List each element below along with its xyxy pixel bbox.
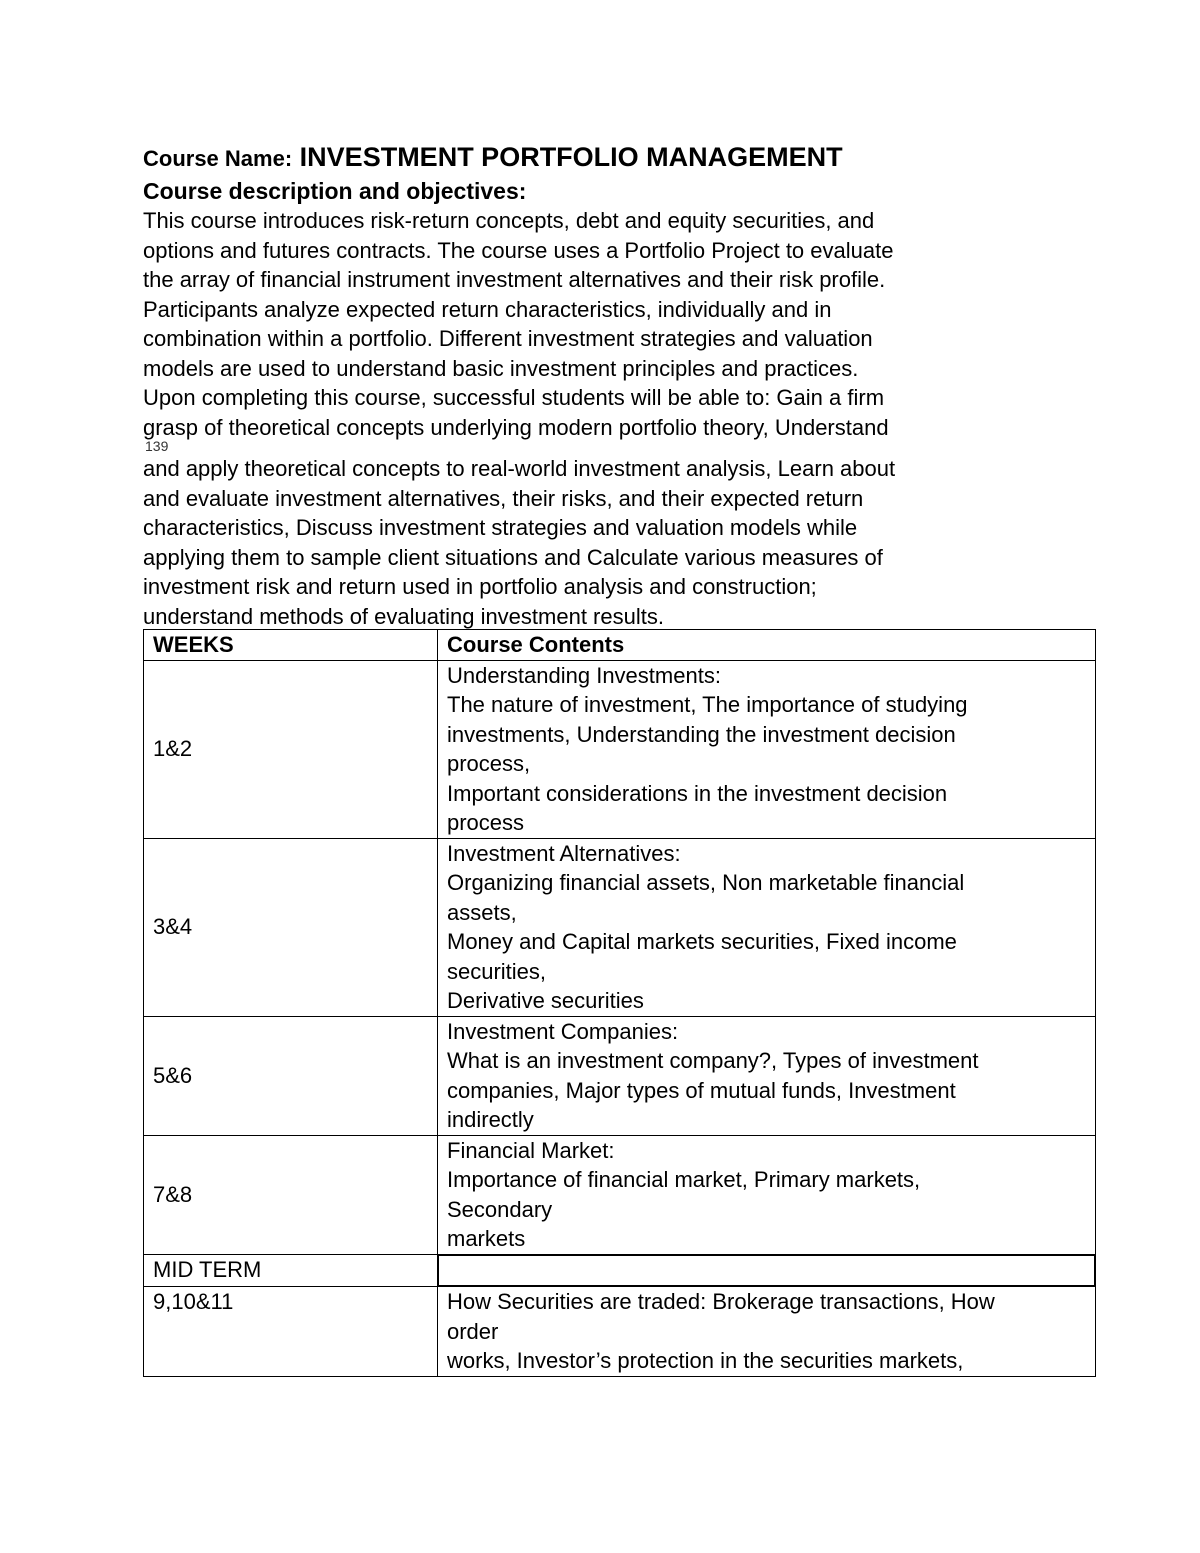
description-line: investment risk and return used in portfolio analysis and construction; <box>143 574 817 599</box>
description-line: combination within a portfolio. Different investment strategies and valuation <box>143 326 873 351</box>
contents-line: securities, <box>447 958 547 984</box>
contents-line: process, <box>447 751 531 776</box>
weeks-header: WEEKS <box>144 630 438 661</box>
description-line: characteristics, Discuss investment strategies and valuation models while <box>143 515 858 540</box>
contents-line: Organizing financial assets, Non marketable financial <box>447 870 965 895</box>
weeks-cell: 7&8 <box>144 1135 438 1255</box>
description-line: and evaluate investment alternatives, their risks, and their expected return <box>143 485 864 511</box>
description-paragraph <box>143 206 1096 631</box>
contents-line: The nature of investment, The importance of studying <box>447 692 968 717</box>
description-heading: Course description and objectives: <box>143 178 527 204</box>
contents-line: Important considerations in the investment decision <box>447 780 948 806</box>
table-row <box>144 1255 1096 1287</box>
contents-line: Importance of financial market, Primary markets, <box>447 1167 921 1192</box>
description-line: Participants analyze expected return characteristics, individually and in <box>143 296 832 322</box>
page-number: 139 <box>145 438 169 454</box>
contents-cell <box>438 660 1096 838</box>
contents-cell-empty <box>438 1255 1096 1287</box>
description-line: options and futures contracts. The course uses a Portfolio Project to evaluate <box>143 237 894 263</box>
description-line: models are used to understand basic investment principles and practices. <box>143 355 859 381</box>
contents-line: order <box>447 1318 499 1344</box>
course-title <box>143 140 1096 176</box>
description-line: Upon completing this course, successful students will be able to: Gain a firm <box>143 385 885 410</box>
description-line: applying them to sample client situations and Calculate various measures of <box>143 544 883 570</box>
table-row <box>144 838 1096 1016</box>
course-contents-table <box>143 629 1096 1377</box>
description-line: This course introduces risk-return concepts, debt and equity securities, and <box>143 208 875 233</box>
contents-line: How Securities are traded: Brokerage transactions, How <box>447 1289 995 1314</box>
table-header-row <box>144 630 1096 661</box>
contents-line: investments, Understanding the investment decision <box>447 721 956 747</box>
weeks-cell: 1&2 <box>144 660 438 838</box>
weeks-cell: 9,10&11 <box>144 1286 438 1376</box>
course-name-label: Course Name: <box>143 146 293 171</box>
description-line: and apply theoretical concepts to real-world investment analysis, Learn about <box>143 456 896 481</box>
contents-line: Financial Market: <box>447 1137 615 1163</box>
table-row <box>144 1016 1096 1135</box>
contents-line: What is an investment company?, Types of investment <box>447 1048 979 1073</box>
contents-cell <box>438 838 1096 1016</box>
contents-line: Investment Alternatives: <box>447 840 681 866</box>
contents-line: companies, Major types of mutual funds, Investment <box>447 1077 956 1103</box>
description-line: the array of financial instrument investment alternatives and their risk profile. <box>143 267 886 292</box>
weeks-cell: MID TERM <box>144 1255 438 1287</box>
description-line: understand methods of evaluating investment results. <box>143 603 664 629</box>
table-row <box>144 1286 1096 1376</box>
contents-line: assets, <box>447 899 517 925</box>
contents-cell <box>438 1135 1096 1255</box>
contents-line: Investment Companies: <box>447 1018 679 1044</box>
description-line: grasp of theoretical concepts underlying modern portfolio theory, Understand <box>143 414 889 440</box>
contents-line: Secondary <box>447 1196 553 1222</box>
contents-header: Course Contents <box>438 630 1096 661</box>
contents-line: Money and Capital markets securities, Fixed income <box>447 929 957 954</box>
contents-line: Understanding Investments: <box>447 662 721 688</box>
contents-line: Derivative securities <box>447 988 644 1013</box>
contents-cell <box>438 1016 1096 1135</box>
contents-line: markets <box>447 1226 526 1251</box>
table-row <box>144 1135 1096 1255</box>
document-page <box>143 140 1096 1377</box>
contents-cell <box>438 1286 1096 1376</box>
weeks-cell: 3&4 <box>144 838 438 1016</box>
table-row <box>144 660 1096 838</box>
course-name: INVESTMENT PORTFOLIO MANAGEMENT <box>299 142 843 172</box>
contents-line: process <box>447 810 525 835</box>
contents-line: indirectly <box>447 1107 534 1132</box>
weeks-cell: 5&6 <box>144 1016 438 1135</box>
contents-line: works, Investor’s protection in the securities markets, <box>447 1348 964 1373</box>
